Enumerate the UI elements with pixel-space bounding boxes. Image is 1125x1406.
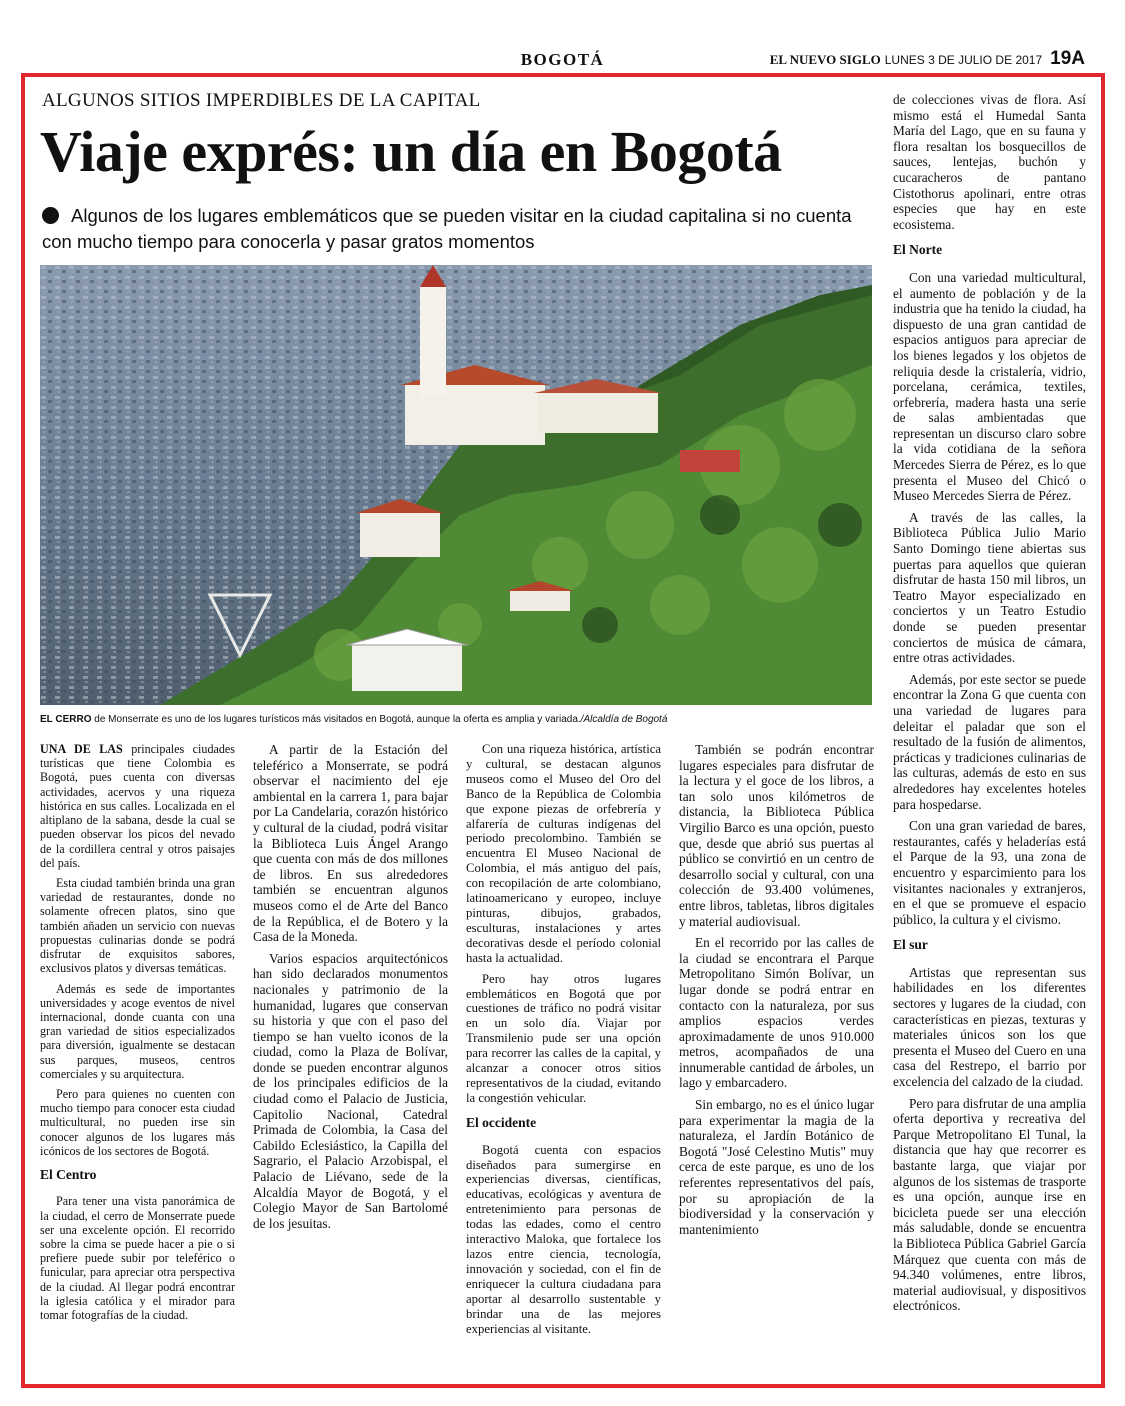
column-5 — [893, 92, 1086, 1314]
publication-name: EL NUEVO SIGLO — [769, 52, 881, 67]
column-1 — [40, 742, 235, 1322]
paragraph: Esta ciudad también brinda una gran variedad de restaurantes, donde no solamente ofrecen platos, sino que también añaden un servicio con nuevas propuestas culinarias donde se podrá disfrutar de exquisitos sabores, exclusivos platos y diversas temáticas. — [40, 875, 235, 976]
paragraph: Varios espacios arquitectónicos han sido declarados monumentos nacionales y patrimonio de la humanidad, lugares que conservan su historia y que con el paso del tiempo se han vuelto iconos de la ciudad, como la Plaza de Bolívar, donde se pueden encontrar algunos de los principales edificios de la ciudad como el Palacio de Justicia, Capitolio Nacional, Catedral Primada de Colombia, la Casa del Cabildo Eclesiástico, la Capilla del Sagrario, el Palacio Arzobispal, el Palacio de Liévano, sede de la Alcaldía Mayor de Bogotá, y el Colegio Mayor de San Bartolomé de los jesuitas. — [253, 950, 448, 1231]
section-header: BOGOTÁ — [520, 50, 605, 69]
paragraph: Para tener una vista panorámica de la ciudad, el cerro de Monserrate puede ser una excelente opción. El recorrido sobre la cima se puede hacer a pie o si prefiere puede subir por teleférico o funicular, para apreciar otra perspectiva de la ciudad. Al llegar podrá encontrar la iglesia católica y el mirador para tomar fotografías de la ciudad. — [40, 1194, 235, 1323]
subhead-norte: El Norte — [893, 242, 943, 258]
paragraph: A partir de la Estación del teleférico a Monserrate, se podrá observar el nacimiento del eje ambiental en la carrera 1, para bajar por La Candelaria, corazón histórico y cultural de la ciudad, podrá visitar la Biblioteca Luis Ángel Arango que cuenta con más de dos millones de libros. En sus alrededores también se encuentran algunos museos como el de Arte del Banco de la República, el de Botero y la Casa de la Moneda. — [253, 742, 448, 945]
subhead-sur: El sur — [893, 937, 928, 953]
paragraph: Pero para quienes no cuenten con mucho tiempo para conocer esta ciudad multicultural, no pueden irse sin conocer algunos de los lugares más icónicos de los sectores de Bogotá. — [40, 1087, 235, 1158]
paragraph: de colecciones vivas de flora. Así mismo está el Humedal Santa María del Lago, que en su fauna y flora resaltan los bosquecillos de sauces, lentejas, buchón y cucaracheros de pantano Cistothorus apolinari, entre otras especies que hay en este ecosistema. — [893, 92, 1086, 232]
paragraph: También se podrán encontrar lugares especiales para disfrutar de la lectura y el goce de los libros, a tan solo unos kilómetros de distancia, la Biblioteca Pública Virgilio Barco es una opción, puesto que, desde que abrió sus puertas al público se convirtió en un centro de desarrollo social y cultural, con una colección de 93.400 volúmenes, entre libros, tabletas, libros digitales y material audiovisual. — [679, 742, 874, 929]
paragraph: Además es sede de importantes universidades y acoge eventos de nivel internacional, donde cuanta con una gran variedad de sitios especializados para diversión, igualmente se destacan sus parques, museos, centros comerciales y su arquitectura. — [40, 981, 235, 1081]
paragraph: Con una variedad multicultural, el aumento de población y de la industria que ha tenido la ciudad, ha dispuesto de una gran cantidad de espacios antiguos para apreciar de los bienes legados y los objetos de reliquia desde la cristalería, vidrio, porcelana, cerámica, textiles, orfebrería, madera hasta una serie de salas ambientadas que representan un discurso claro sobre la vida cotidiana de la señora Mercedes Sierra de Pérez, es lo que presenta el Museo del Chicó o Museo Mercedes Sierra de Pérez. — [893, 269, 1086, 504]
subhead-occidente: El occidente — [466, 1114, 537, 1130]
paragraph: Además, por este sector se puede encontrar la Zona G que cuenta con una variedad de lugares para deleitar el paladar que son el resultado de la fusión de alimentos, prácticas y tradiciones culinarias de las culturas, además de esto en sus alrededores hay excelentes hoteles para hospedarse. — [893, 671, 1086, 812]
paragraph: Con una riqueza histórica, artística y cultural, se destacan algunos museos como el Museo del Oro del Banco de la República de Colombia que expone piezas de orfebrería y alfarería de culturas indígenas del periodo precolombino. También se encuentra El Museo Nacional de Colombia, el más antiguo del país, con recopilación de arte colombiano, latinoamericano y europeo, incluye pinturas, dibujos, grabados, esculturas, instalaciones y artes decorativas desde el período colonial hasta la actualidad. — [466, 742, 661, 965]
photo-caption — [40, 713, 880, 726]
paragraph: En el recorrido por las calles de la ciudad se encontrara el Parque Metropolitano Simón Bolívar, un lugar donde se podrá entrar en contacto con la naturaleza, por sus amplios espacios verdes aproximadamente de unos 910.000 metros, acompañados de una innumerable cantidad de árboles, un lago y embarcadero. — [679, 935, 874, 1091]
subhead-centro: El Centro — [40, 1167, 97, 1183]
deck-bullet-icon — [42, 207, 59, 224]
column-4 — [679, 742, 874, 1237]
page-number: 19A — [1050, 48, 1085, 69]
deck-text: Algunos de los lugares emblemáticos que se pueden visitar en la ciudad capitalina si no cuenta con mucho tiempo para conocerla y pasar gratos momentos — [42, 205, 852, 252]
column-3 — [466, 742, 661, 1336]
paragraph: Pero para disfrutar de una amplia oferta deportiva y recreativa del Parque Metropolitano El Tunal, la distancia que hay que recorrer es bastante larga, que viajar por algunos de los sistemas de trasporte es una opción, aunque irse en bicicleta puede ser una elección más saludable, donde se encuentra la Biblioteca Pública Gabriel García Márquez que cuenta con más de 94.340 volúmenes, entre libros, material audiovisual, y dispositivos electrónicos. — [893, 1095, 1086, 1314]
caption-credit: /Alcaldía de Bogotá — [580, 714, 668, 725]
monserrate-photo — [40, 265, 872, 705]
paragraph: Pero hay otros lugares emblemáticos en Bogotá que por cuestiones de tráfico no podrá visitar en un solo día. Viajar por Transmilenio pude ser una opción para recorrer las calles de la capital, y alcanzar a conocer otros sitios representativos de la ciudad, evitando la congestión vehicular. — [466, 971, 661, 1105]
paragraph: A través de las calles, la Biblioteca Pública Julio Mario Santo Domingo tiene abiertas sus puertas para aquellos que quieran disfrutar de hasta 150 mil libros, un Teatro Mayor especializado en conciertos y un Teatro Estudio donde se pueden presentar conciertos de música de cámara, entre otras actividades. — [893, 509, 1086, 666]
paragraph: Bogotá cuenta con espacios diseñados para sumergirse en experiencias diversas, científicas, educativas, ecológicas y aventura de entretenimiento para personas de todas las edades, como el centro interactivo Maloka, que fortalece los lazos entre ciencia, tecnología, innovación y sociedad, con el fin de enriquecer la cultura ciudadana para aportar al desarrollo sustentable y brindar una de las mejores experiencias al visitante. — [466, 1142, 661, 1336]
paragraph: Con una gran variedad de bares, restaurantes, cafés y heladerías está el Parque de la 93, una zona de encuentro y esparcimiento para los visitantes nacionales y extranjeros, en el que se promueve el espacio público, la cultura y el civismo. — [893, 818, 1086, 927]
article-headline: Viaje exprés: un día en Bogotá — [40, 119, 782, 184]
masthead-info — [770, 48, 1085, 70]
article-deck — [42, 203, 872, 255]
column-2 — [253, 742, 448, 1231]
paragraph: Artistas que representan sus habilidades en los diferentes sectores y lugares de la ciudad, con características en piezas, texturas y materiales únicos son los que presenta el Museo del Cuero en una casa del Restrepo, el barrio por excelencia del calzado de la ciudad. — [893, 964, 1086, 1090]
article-kicker: ALGUNOS SITIOS IMPERDIBLES DE LA CAPITAL — [42, 90, 481, 111]
paragraph: Sin embargo, no es el único lugar para experimentar la magia de la naturaleza, el Jardín Botánico de Bogotá "José Celestino Mutis" muy cerca de este parque, es uno de los referentes representativos del país, por su apropiación de la biodiversidad y la conservación y mantenimiento — [679, 1097, 874, 1237]
caption-lead: EL CERRO — [40, 714, 92, 725]
paragraph: UNA DE LAS principales ciudades turísticas que tiene Colombia es Bogotá, pues cuenta con diversas actividades, acervos y una riqueza histórica en sus calles. Localizada en el altiplano de la sabana, desde la cual se pueden observar los picos del nevado de la cordillera central y otros paisajes del país. — [40, 742, 235, 870]
lead-in: UNA DE LAS — [40, 742, 123, 756]
issue-date: LUNES 3 DE JULIO DE 2017 — [884, 53, 1043, 67]
caption-text: de Monserrate es uno de los lugares turísticos más visitados en Bogotá, aunque la oferta es amplia y variada. — [91, 714, 581, 725]
